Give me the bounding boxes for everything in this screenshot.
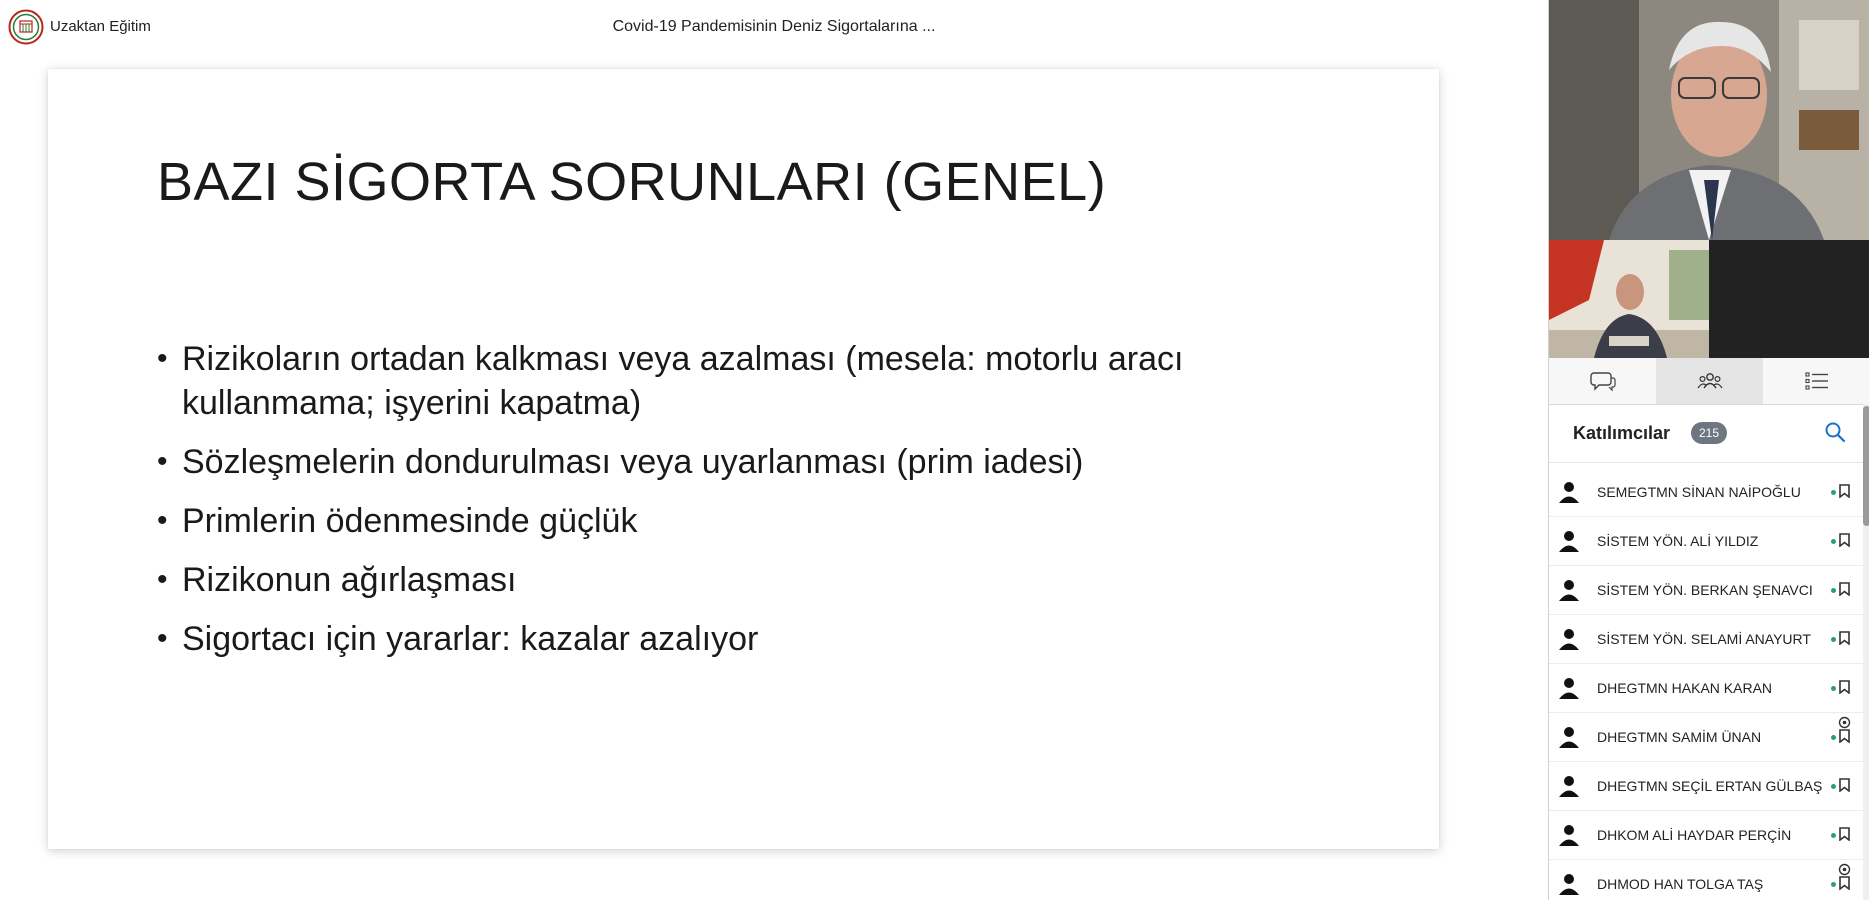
participant-name: SİSTEM YÖN. BERKAN ŞENAVCI [1597, 582, 1813, 598]
participant-row[interactable] [1549, 615, 1863, 664]
participants-count-badge: 215 [1691, 422, 1727, 444]
slide-bullet: • Sözleşmelerin dondurulması veya uyarlanması (prim iadesi) [155, 440, 1335, 484]
user-icon [1557, 872, 1581, 896]
participant-list-scrollbar[interactable] [1863, 404, 1869, 900]
participants-header [1549, 404, 1869, 463]
participant-row[interactable] [1549, 517, 1863, 566]
award-icon [1838, 716, 1851, 729]
user-icon [1557, 774, 1581, 798]
award-icon [1838, 863, 1851, 876]
participants-icon [1697, 371, 1723, 391]
participant-row[interactable] [1549, 468, 1863, 517]
slide-title: BAZI SİGORTA SORUNLARI (GENEL) [157, 152, 1107, 212]
side-panel [1548, 0, 1869, 900]
speaker-video-main[interactable] [1549, 0, 1869, 240]
online-status-icon [1831, 490, 1836, 495]
participant-row[interactable] [1549, 860, 1863, 900]
bookmark-icon[interactable] [1839, 582, 1850, 596]
participant-row[interactable] [1549, 566, 1863, 615]
tab-participants[interactable] [1656, 358, 1763, 404]
online-status-icon [1831, 637, 1836, 642]
list-icon [1805, 371, 1829, 391]
participant-name: DHEGTMN HAKAN KARAN [1597, 680, 1773, 696]
bookmark-icon[interactable] [1839, 876, 1850, 890]
search-icon[interactable] [1824, 421, 1846, 443]
meeting-title-text: Covid-19 Pandemisinin Deniz Sigortalarına ... [612, 18, 936, 35]
online-status-icon [1831, 686, 1836, 691]
participants-title: Katılımcılar [1573, 423, 1671, 443]
online-status-icon [1831, 784, 1836, 789]
participant-name: SİSTEM YÖN. ALİ YILDIZ [1597, 533, 1759, 549]
meeting-title [0, 18, 1548, 36]
empty-video-slot [1709, 240, 1869, 358]
bookmark-icon[interactable] [1839, 533, 1850, 547]
participant-name: DHMOD HAN TOLGA TAŞ [1597, 876, 1764, 892]
presentation-slide [48, 69, 1439, 849]
participant-name: SİSTEM YÖN. SELAMİ ANAYURT [1597, 631, 1811, 647]
slide-bullet: • Rizikoların ortadan kalkması veya azalması (mesela: motorlu aracı kullanmama; işyerini kapatma) [155, 337, 1335, 425]
user-icon [1557, 676, 1581, 700]
user-icon [1557, 627, 1581, 651]
participant-list[interactable] [1549, 468, 1863, 900]
slide-bullet: • Sigortacı için yararlar: kazalar azalıyor [155, 617, 1335, 661]
participant-name: DHEGTMN SEÇİL ERTAN GÜLBAŞ [1597, 778, 1823, 794]
bookmark-icon[interactable] [1839, 680, 1850, 694]
speaker-figure [1549, 0, 1869, 240]
slide-bullet: • Primlerin ödenmesinde güçlük [155, 499, 1335, 543]
participant-row[interactable] [1549, 713, 1863, 762]
side-panel-tabs [1549, 358, 1869, 405]
top-bar [0, 0, 1548, 56]
tab-list[interactable] [1763, 358, 1869, 404]
online-status-icon [1831, 539, 1836, 544]
participant-row[interactable] [1549, 762, 1863, 811]
participant-row[interactable] [1549, 811, 1863, 860]
bookmark-icon[interactable] [1839, 827, 1850, 841]
scrollbar-thumb[interactable] [1863, 406, 1869, 526]
online-status-icon [1831, 833, 1836, 838]
tab-chat[interactable] [1549, 358, 1656, 404]
participant-name: DHEGTMN SAMİM ÜNAN [1597, 729, 1762, 745]
participant-name: SEMEGTMN SİNAN NAİPOĞLU [1597, 484, 1801, 500]
participant-name: DHKOM ALİ HAYDAR PERÇİN [1597, 827, 1792, 843]
user-icon [1557, 578, 1581, 602]
bookmark-icon[interactable] [1839, 484, 1850, 498]
participant-row[interactable] [1549, 664, 1863, 713]
bookmark-icon[interactable] [1839, 778, 1850, 792]
online-status-icon [1831, 735, 1836, 740]
online-status-icon [1831, 882, 1836, 887]
user-icon [1557, 529, 1581, 553]
slide-bullet-list [155, 337, 1335, 676]
user-icon [1557, 480, 1581, 504]
app-name: Uzaktan Eğitim [50, 18, 151, 35]
chat-icon [1590, 370, 1616, 392]
bookmark-icon[interactable] [1839, 729, 1850, 743]
participant-video-thumb[interactable] [1549, 240, 1709, 358]
participant-figure [1549, 240, 1709, 358]
online-status-icon [1831, 588, 1836, 593]
bookmark-icon[interactable] [1839, 631, 1850, 645]
slide-bullet: • Rizikonun ağırlaşması [155, 558, 1335, 602]
user-icon [1557, 823, 1581, 847]
user-icon [1557, 725, 1581, 749]
